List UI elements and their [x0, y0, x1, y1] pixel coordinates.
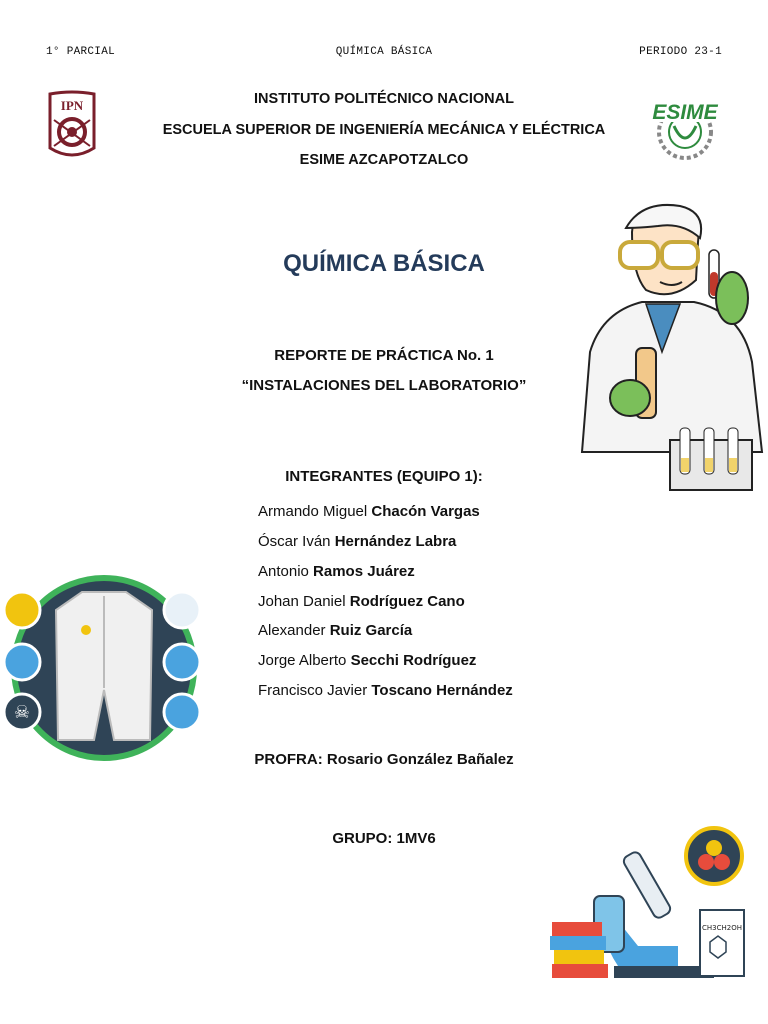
teacher-name: PROFRA: Rosario González Bañalez	[254, 751, 514, 768]
member-1: Armando Miguel Chacón Vargas	[258, 503, 480, 520]
campus-name: ESIME AZCAPOTZALCO	[299, 152, 469, 168]
header-center: QUÍMICA BÁSICA	[335, 46, 433, 58]
formula-label: CH3CH2OH	[702, 924, 742, 932]
microscope-illustration	[548, 826, 748, 982]
member-6: Jorge Alberto Secchi Rodríguez	[258, 652, 477, 669]
esime-logo-text: ESIME	[652, 101, 718, 124]
member-4: Johan Daniel Rodríguez Cano	[258, 593, 465, 610]
institution-name: INSTITUTO POLITÉCNICO NACIONAL	[254, 91, 514, 107]
svg-text:☠: ☠	[13, 702, 31, 723]
team-heading: INTEGRANTES (EQUIPO 1):	[285, 468, 483, 485]
member-2: Óscar Iván Hernández Labra	[258, 533, 457, 550]
page-title: QUÍMICA BÁSICA	[283, 250, 485, 277]
header-left: 1° PARCIAL	[46, 46, 116, 58]
report-title: “INSTALACIONES DEL LABORATORIO”	[241, 377, 527, 394]
member-3: Antonio Ramos Juárez	[258, 563, 415, 580]
group-label: GRUPO: 1MV6	[332, 830, 436, 847]
report-number: REPORTE DE PRÁCTICA No. 1	[274, 347, 494, 364]
member-7: Francisco Javier Toscano Hernández	[258, 682, 513, 699]
header-right: PERIODO 23-1	[639, 46, 722, 58]
school-name: ESCUELA SUPERIOR DE INGENIERÍA MECÁNICA Y ELÉCTRICA	[162, 122, 606, 138]
lab-safety-illustration	[2, 570, 206, 766]
ipn-logo-text: IPN	[60, 98, 84, 113]
member-5: Alexander Ruiz García	[258, 622, 413, 639]
